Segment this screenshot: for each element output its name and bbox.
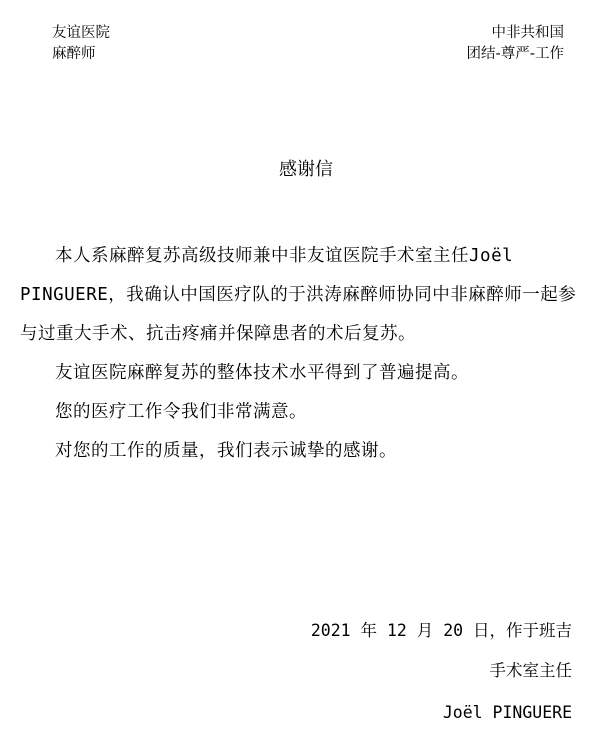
- country-header: [467, 23, 564, 65]
- paragraph-1: 本人系麻醉复苏高级技师兼中非友谊医院手术室主任Joël PINGUERE，我确认中国医疗队的于洪涛麻醉师协同中非麻醉师一起参与过重大手术、抗击疼痛并保障患者的术后复苏。: [20, 246, 577, 344]
- signoff-name: Joël PINGUERE: [442, 703, 572, 722]
- hospital-name: 友谊医院: [52, 25, 110, 41]
- signoff-date-place: 2021 年 12 月 20 日，作于班吉: [310, 621, 572, 640]
- paragraph-4: 对您的工作的质量，我们表示诚挚的感谢。: [55, 441, 397, 461]
- paragraph-3: 您的医疗工作令我们非常满意。: [55, 402, 307, 422]
- sender-header: [52, 23, 110, 65]
- letter-body: [20, 237, 590, 471]
- country-motto: 团结-尊严-工作: [466, 46, 564, 62]
- signoff-role: 手术室主任: [489, 661, 572, 680]
- letter-title: 感谢信: [279, 159, 333, 180]
- department-name: 麻醉师: [52, 46, 96, 62]
- paragraph-2: 友谊医院麻醉复苏的整体技术水平得到了普遍提高。: [55, 363, 469, 383]
- country-name: 中非共和国: [491, 25, 564, 41]
